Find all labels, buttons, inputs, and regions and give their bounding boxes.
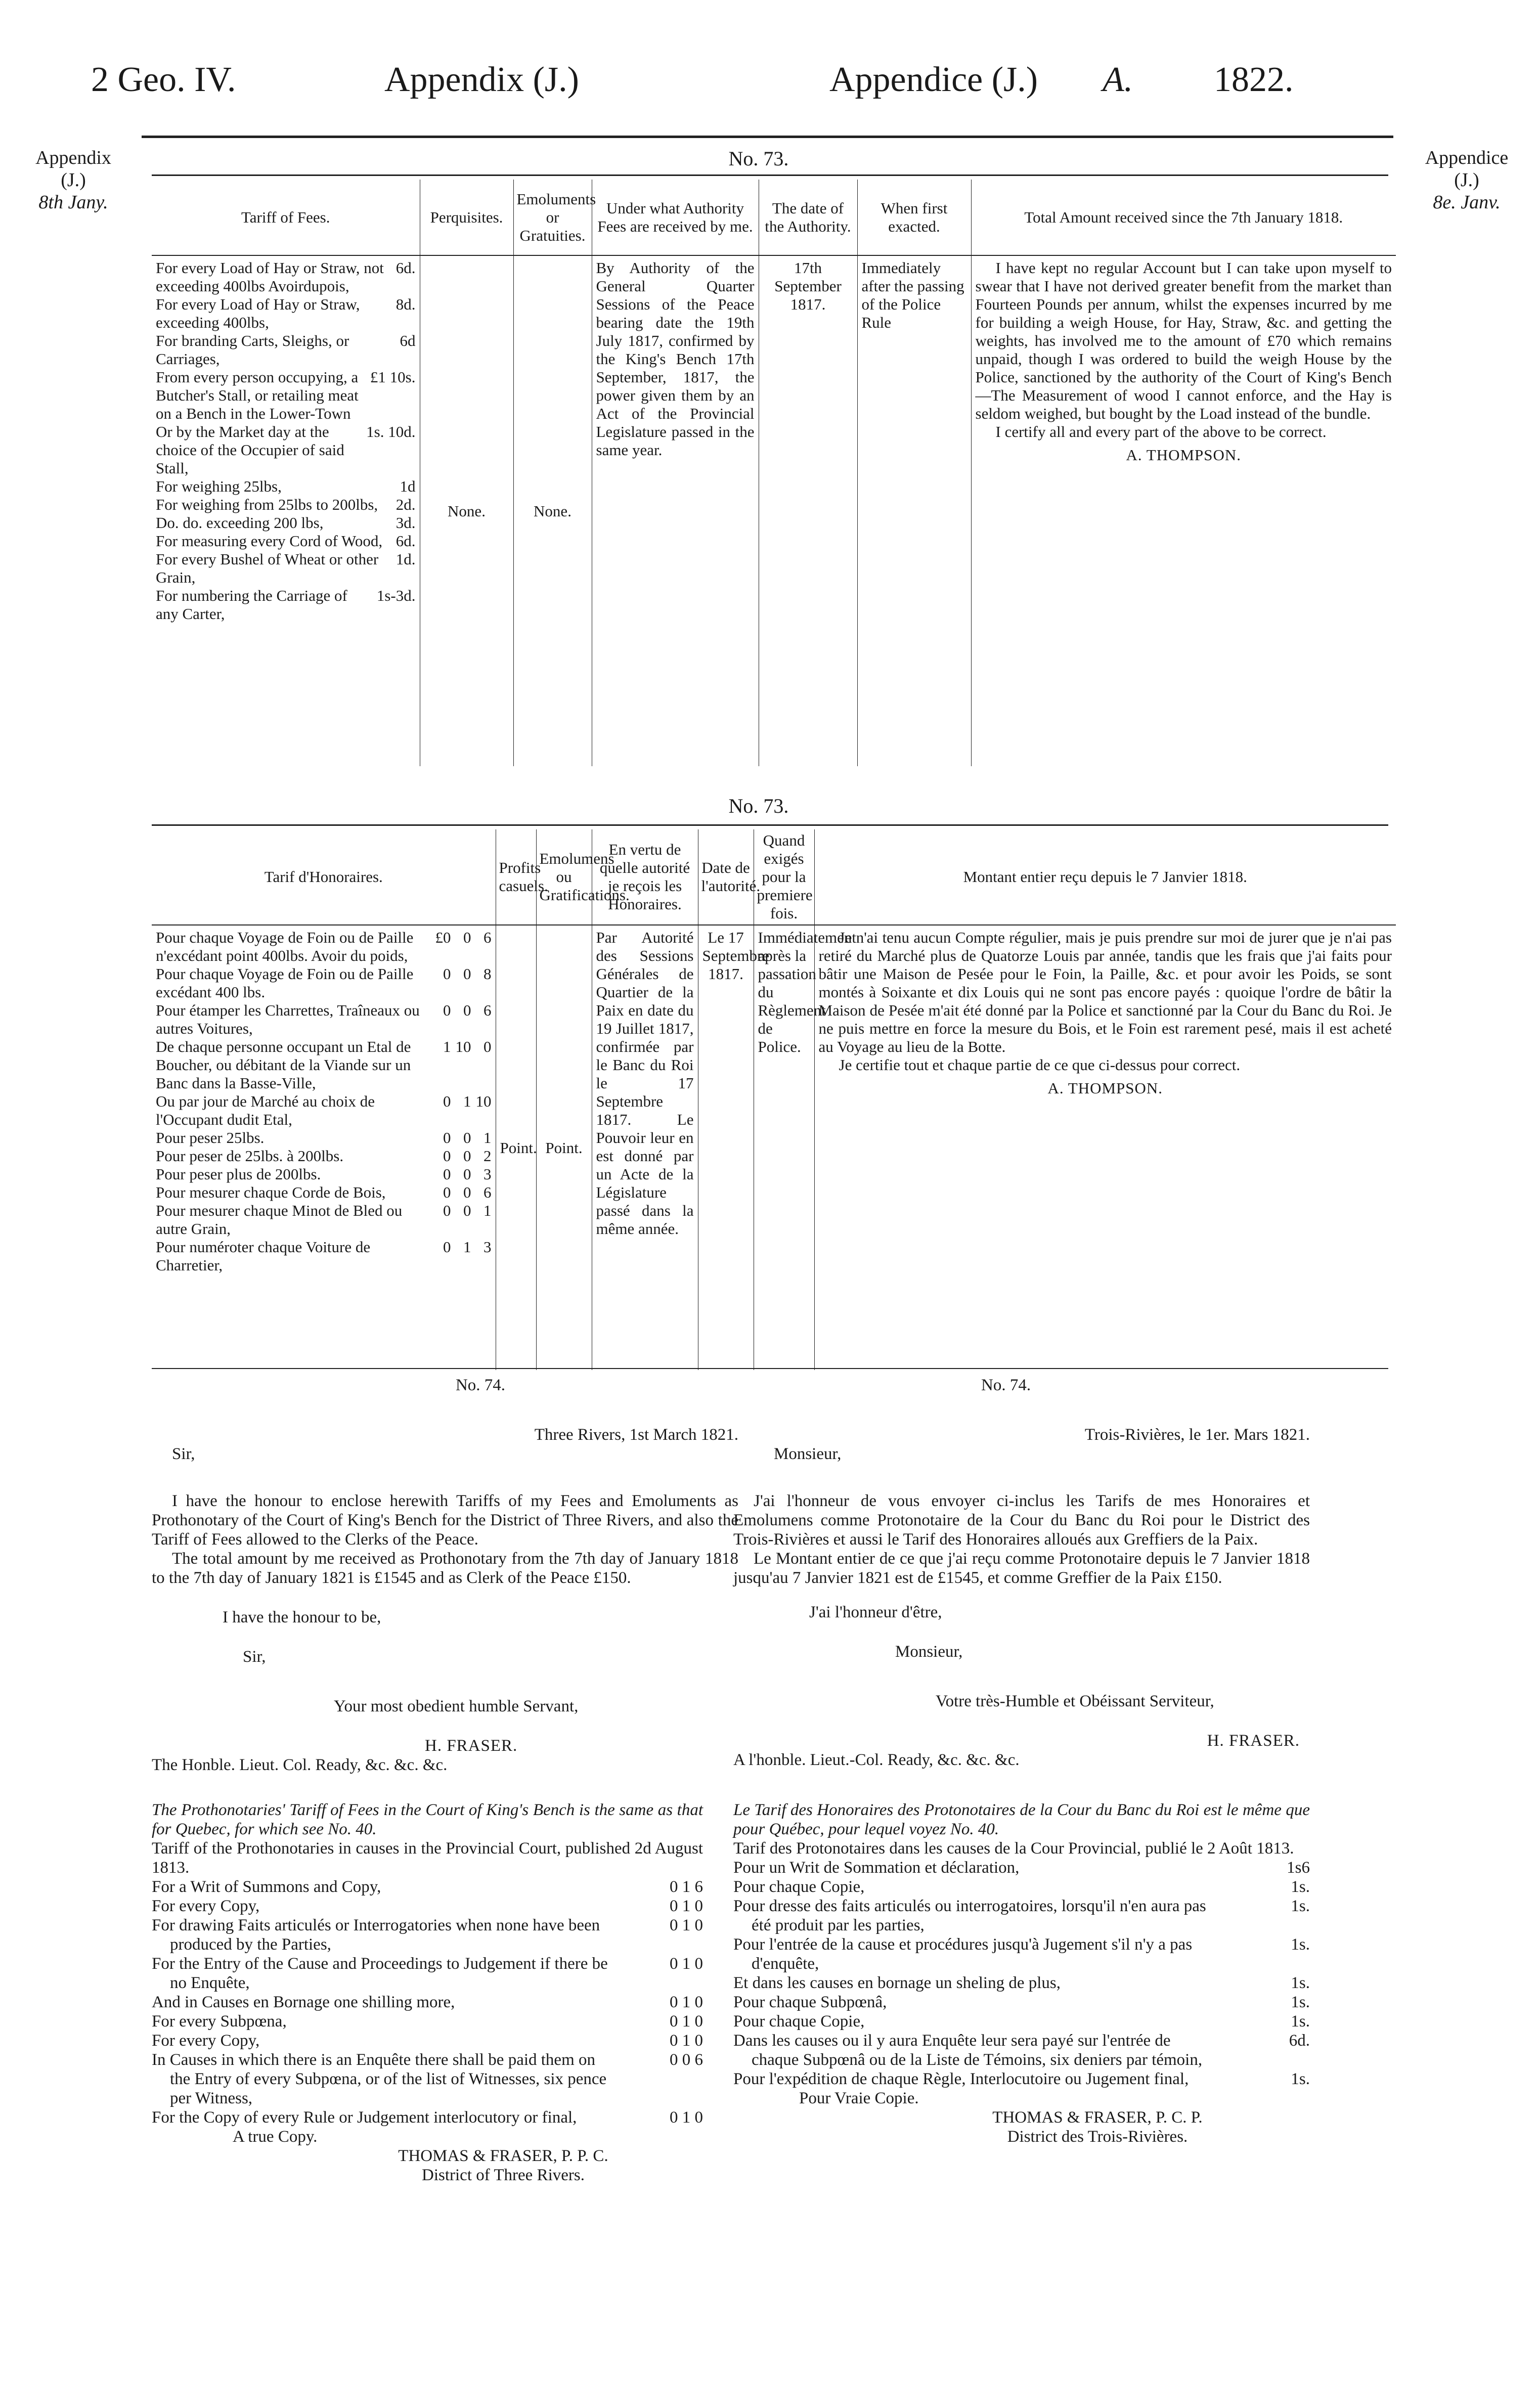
- fee-item-amount: 1s-3d.: [376, 587, 416, 604]
- fee-item-text: For measuring every Cord of Wood,: [156, 532, 383, 550]
- fee-item-text: For weighing 25lbs,: [156, 477, 282, 495]
- tariff-fr: [733, 1800, 1310, 2146]
- amount-shillings: 0: [463, 1129, 471, 1146]
- col-date-authority: The date of the Authority.: [759, 180, 857, 255]
- header-appendix-en: Appendix (J.): [384, 60, 579, 99]
- letter-fr-signature: H. FRASER.: [1207, 1732, 1300, 1750]
- amount-pounds: £0: [435, 929, 451, 946]
- tariff-fr-signature: THOMAS & FRASER, P. C. P.: [992, 2108, 1203, 2127]
- fee-item: [156, 1092, 492, 1129]
- tariff-en-title: Tariff of the Prothonotaries in causes in the Provincial Court, published 2d August 1813.: [152, 1839, 703, 1877]
- tariff-item-text: Pour chaque Copie,: [733, 2012, 865, 2031]
- tariff-item-amount: 0 1 0: [670, 1955, 703, 1973]
- montant-text: Je n'ai tenu aucun Compte régulier, mais je puis prendre sur moi de jurer que je n'ai pas retiré du Marché plus de Quatorze Louis par année, tandis que les frais que j'ai faits pour bâtir une Maison de Pesée pour le Foin, la Paille, &c. et pour avoir les Poids, se sont montés à Soixante et dix Louis qui ne sont pas encore payés : quoique l'ordre de bâtir la Maison de Pesée m'ait été donné par la Police et sanctionné par la Cour du Banc du Roi. Je ne puis mettre en force la mesure du Bois, et le Foin est rarement pesé, mais il est acheté au Voyage au lieu de la Botte.: [818, 929, 1392, 1055]
- col-perquisites: Perquisites.: [420, 180, 513, 255]
- col-emolumens: Emolumens ou Gratifications.: [536, 829, 592, 925]
- col-when-exacted: When first exacted.: [857, 180, 971, 255]
- montant-cell: [814, 925, 1396, 1370]
- tariff-en-true-copy: A true Copy.: [233, 2128, 318, 2146]
- fee-item-text: For every Load of Hay or Straw, exceeding 400lbs,: [156, 295, 360, 331]
- total-amount-cell: [971, 255, 1396, 766]
- tariff-item-amount: 0 1 6: [670, 1878, 703, 1896]
- letter-fr-closing1: J'ai l'honneur d'être,: [809, 1603, 942, 1621]
- emolumens-value: Point.: [536, 925, 592, 1370]
- tariff-fr-row: [733, 2069, 1310, 2089]
- fee-item-amount: 6d: [400, 332, 416, 349]
- tariff-item-amount: 0 1 0: [670, 1897, 703, 1915]
- amount-shillings: 0: [463, 1202, 471, 1219]
- tariff-item-amount: 0 1 0: [670, 1993, 703, 2011]
- fee-item: [156, 1129, 492, 1147]
- letter-fr-place-date: Trois-Rivières, le 1er. Mars 1821.: [1084, 1426, 1310, 1444]
- fee-item-amount: [431, 1202, 492, 1238]
- autorite-date: Le 17 Septembre 1817.: [698, 925, 754, 1370]
- amount-pounds: 0: [443, 1147, 451, 1165]
- tariff-fr-row: [733, 1935, 1310, 1973]
- fee-item: [156, 496, 416, 514]
- tariff-en: [152, 1800, 703, 2185]
- letter-en: [152, 1376, 738, 1775]
- amount-pounds: 0: [443, 1129, 451, 1146]
- authority-date: 17th September 1817.: [759, 255, 857, 766]
- fee-item-amount: [431, 1038, 492, 1092]
- fee-item-amount: 1d.: [395, 550, 416, 568]
- header-year: 1822.: [1214, 60, 1294, 99]
- signature-thompson: A. THOMPSON.: [1126, 446, 1242, 464]
- fee-item-text: For every Load of Hay or Straw, not exceeding 400lbs Avoirdupois,: [156, 259, 384, 295]
- tariff-en-row: [152, 2012, 703, 2031]
- fee-item: [156, 295, 416, 332]
- amount-shillings: 0: [463, 929, 471, 946]
- fee-item-text: Pour chaque Voyage de Foin ou de Paille excédant 400 lbs.: [156, 965, 414, 1001]
- tariff-item-text: Pour un Writ de Sommation et déclaration,: [733, 1859, 1020, 1877]
- col-total-amount: Total Amount received since the 7th January 1818.: [971, 180, 1396, 255]
- header-regnal-year: 2 Geo. IV.: [91, 60, 236, 99]
- tariff-en-row: [152, 1896, 703, 1916]
- authority-text: By Authority of the General Quarter Sessions of the Peace bearing date the 19th July 1817, confirmed by the King's Bench 17th September, 1817, the power given them by an Act of the Provincial Legislature passed in the same year.: [592, 255, 759, 766]
- fee-item-text: Pour mesurer chaque Corde de Bois,: [156, 1183, 386, 1201]
- tariff-fr-row: [733, 1973, 1310, 1993]
- fee-item-text: Pour peser de 25lbs. à 200lbs.: [156, 1147, 344, 1165]
- amount-shillings: 0: [463, 1165, 471, 1183]
- header-appendix-fr: Appendice (J.): [829, 60, 1038, 99]
- amount-shillings: 10: [455, 1038, 471, 1055]
- fee-item-amount: 6d.: [395, 259, 416, 277]
- fee-item: [156, 1147, 492, 1165]
- col-profits-casuels: Profits casuels.: [496, 829, 536, 925]
- fees-table-en: [152, 180, 1396, 766]
- letter-en-number: No. 74.: [455, 1376, 506, 1394]
- fee-item-text: Ou par jour de Marché au choix de l'Occupant dudit Etal,: [156, 1092, 375, 1128]
- tariff-item-text: Dans les causes ou il y aura Enquête leur sera payé sur l'entrée de chaque Subpœnâ ou de la Liste de Témoins, six deniers par témoin,: [733, 2032, 1203, 2069]
- col-authority: Under what Authority Fees are received by me.: [592, 180, 759, 255]
- quand-exiges-text: Immédiatement après la passation du Règlement de Police.: [754, 925, 814, 1370]
- perquisites-value: None.: [420, 255, 513, 766]
- amount-pounds: 0: [443, 1202, 451, 1219]
- amount-pounds: 1: [443, 1038, 451, 1055]
- letter-fr: [733, 1376, 1310, 1770]
- letter-fr-salutation: Monsieur,: [774, 1445, 842, 1463]
- letter-fr-closing2: Monsieur,: [895, 1643, 963, 1661]
- col-tariff-of-fees: Tariff of Fees.: [152, 180, 420, 255]
- letter-en-para2: The total amount by me received as Prothonotary from the 7th day of January 1818 to the 7th day of January 1821 is £1545 and as Clerk of the Peace £150.: [152, 1550, 738, 1587]
- tariff-item-text: For drawing Faits articulés or Interrogatories when none have been produced by the Parties,: [152, 1916, 600, 1954]
- emoluments-value: None.: [513, 255, 592, 766]
- tariff-item-amount: 1s.: [1291, 1974, 1310, 1992]
- fee-item-amount: 1d: [400, 477, 416, 495]
- fee-item: [156, 368, 416, 423]
- amount-pounds: 0: [443, 1183, 451, 1201]
- tariff-item-amount: 1s.: [1291, 1993, 1310, 2011]
- fee-item-amount: [431, 929, 492, 965]
- fee-item-text: Pour chaque Voyage de Foin ou de Paille n'excédant point 400lbs. Avoir du poids,: [156, 929, 414, 964]
- fee-item: [156, 532, 416, 550]
- fee-item-text: Pour mesurer chaque Minot de Bled ou autre Grain,: [156, 1202, 403, 1238]
- table-en-top-rule: [152, 174, 1388, 176]
- tariff-en-row: [152, 2108, 703, 2127]
- amount-pounds: 0: [443, 1092, 451, 1110]
- letter-en-salutation: Sir,: [172, 1445, 195, 1463]
- fee-item-amount: 3d.: [395, 514, 416, 532]
- tariff-fr-row: [733, 1896, 1310, 1935]
- fee-item-text: Pour étamper les Charrettes, Traîneaux ou autres Voitures,: [156, 1001, 420, 1037]
- fee-item: [156, 1183, 492, 1202]
- tariff-fr-row: [733, 2031, 1310, 2069]
- fee-item-text: Do. do. exceeding 200 lbs,: [156, 514, 324, 532]
- fee-item-text: For numbering the Carriage of any Carter,: [156, 587, 347, 623]
- tariff-item-text: Et dans les causes en bornage un sheling de plus,: [733, 1974, 1061, 1992]
- profits-value: Point.: [496, 925, 536, 1370]
- fee-item-text: Or by the Market day at the choice of the Occupier of said Stall,: [156, 423, 344, 477]
- fee-items-fr: [152, 925, 496, 1370]
- tariff-item-amount: 1s.: [1291, 2012, 1310, 2031]
- tariff-fr-row: [733, 1877, 1310, 1896]
- amount-shillings: 0: [463, 965, 471, 983]
- tariff-item-amount: 0 1 0: [670, 2012, 703, 2031]
- amount-pence: 0: [483, 1038, 492, 1055]
- tariff-fr-district: District des Trois-Rivières.: [1007, 2128, 1188, 2146]
- margin-right-date: 8e. Janv.: [1433, 192, 1501, 213]
- tariff-item-amount: 0 0 6: [670, 2051, 703, 2069]
- letter-en-place-date: Three Rivers, 1st March 1821.: [534, 1426, 738, 1444]
- fee-item: [156, 259, 416, 295]
- fee-item: [156, 332, 416, 368]
- amount-pence: 10: [475, 1092, 492, 1110]
- amount-pence: 3: [483, 1238, 492, 1256]
- tariff-item-text: For every Copy,: [152, 2032, 260, 2050]
- margin-right-sub: (J.): [1454, 169, 1479, 191]
- tariff-en-row: [152, 1916, 703, 1954]
- tariff-item-text: In Causes in which there is an Enquête there shall be paid them on the Entry of every Subpœna, or of the list of Witnesses, six pence per Witness,: [152, 2051, 607, 2107]
- tariff-fr-row: [733, 2012, 1310, 2031]
- tariff-en-row: [152, 1954, 703, 1993]
- tariff-item-amount: 0 1 0: [670, 1916, 703, 1934]
- margin-note-left: [5, 147, 142, 213]
- tariff-item-text: Pour dresse des faits articulés ou interrogatoires, lorsqu'il n'en aura pas été produit par les parties,: [733, 1897, 1206, 1934]
- letter-fr-para2: Le Montant entier de ce que j'ai reçu comme Protonotaire depuis le 7 Janvier 1818 jusqu'au 7 Janvier 1821 est de £1545, et comme Greffier de la Paix £150.: [733, 1550, 1310, 1587]
- tariff-item-text: For every Subpœna,: [152, 2012, 287, 2031]
- amount-pence: 1: [483, 1202, 492, 1219]
- tariff-item-amount: 1s.: [1291, 1897, 1310, 1915]
- tariff-en-note: The Prothonotaries' Tariff of Fees in the Court of King's Bench is the same as that for Quebec, for which see No. 40.: [152, 1801, 703, 1838]
- margin-note-right: [1401, 147, 1532, 213]
- col-date-autorite: Date de l'autorité.: [698, 829, 754, 925]
- col-emoluments: Emoluments or Gratuities.: [513, 180, 592, 255]
- amount-pence: 2: [483, 1147, 492, 1165]
- fee-item-amount: [431, 965, 492, 1001]
- amount-pence: 6: [483, 1183, 492, 1201]
- fee-item-amount: 2d.: [395, 496, 416, 513]
- tariff-item-amount: 1s.: [1291, 2070, 1310, 2088]
- certification-fr-text: Je certifie tout et chaque partie de ce que ci-dessus pour correct.: [839, 1056, 1241, 1074]
- fee-item-amount: [431, 1092, 492, 1129]
- autorite-text: Par Autorité des Sessions Générales de Quartier de la Paix en date du 19 Juillet 1817, confirmée par le Banc du Roi le 17 Septembre 1817. Le Pouvoir leur en est donné par un Acte de la Législature passé dans la même année.: [592, 925, 698, 1370]
- fee-item: [156, 514, 416, 532]
- signature-thompson-fr: A. THOMPSON.: [1047, 1079, 1163, 1097]
- fee-item-text: For weighing from 25lbs to 200lbs,: [156, 496, 378, 513]
- fee-item: [156, 929, 492, 965]
- tariff-en-row: [152, 2050, 703, 2108]
- amount-pounds: 0: [443, 1238, 451, 1256]
- table-fr-number: No. 73.: [728, 795, 789, 817]
- amount-shillings: 0: [463, 1147, 471, 1165]
- margin-left-sub: (J.): [61, 169, 86, 191]
- margin-left-date: 8th Jany.: [38, 192, 108, 213]
- tariff-item-text: And in Causes en Bornage one shilling more,: [152, 1993, 455, 2011]
- fee-item-text: De chaque personne occupant un Etal de Boucher, ou débitant de la Viande sur un Banc dans la Basse-Ville,: [156, 1038, 411, 1092]
- fee-item: [156, 1001, 492, 1038]
- tariff-fr-row: [733, 1993, 1310, 2012]
- letter-fr-addressee: A l'honble. Lieut.-Col. Ready, &c. &c. &c.: [733, 1751, 1020, 1769]
- fee-item-amount: [431, 1183, 492, 1202]
- tariff-fr-note: Le Tarif des Honoraires des Protonotaires de la Cour du Banc du Roi est le même que pour Québec, pour lequel voyez No. 40.: [733, 1801, 1310, 1838]
- table-fr-top-rule: [152, 824, 1388, 826]
- letter-fr-para1: J'ai l'honneur de vous envoyer ci-inclus les Tarifs de mes Honoraires et Emolumens comme Protonotaire de la Cour du Banc du Roi pour le District des Trois-Rivières et aussi le Tarif des Honoraires alloués aux Greffiers de la Paix.: [733, 1492, 1310, 1549]
- table-en-number: No. 73.: [728, 147, 789, 170]
- tariff-item-text: Pour l'expédition de chaque Règle, Interlocutoire ou Jugement final,: [733, 2070, 1189, 2088]
- fees-table-fr: [152, 829, 1396, 1370]
- amount-shillings: 1: [463, 1238, 471, 1256]
- letter-en-closing1: I have the honour to be,: [223, 1608, 381, 1626]
- tariff-item-text: For every Copy,: [152, 1897, 260, 1915]
- amount-pence: 6: [483, 929, 492, 946]
- fee-item: [156, 1238, 492, 1274]
- when-exacted-text: Immediately after the passing of the Police Rule: [857, 255, 971, 766]
- fee-item-amount: [431, 1165, 492, 1183]
- margin-right-title: Appendice: [1425, 147, 1509, 168]
- fee-item-amount: 6d.: [395, 532, 416, 550]
- fee-item-amount: [431, 1147, 492, 1165]
- fee-item: [156, 1165, 492, 1183]
- fee-item-text: From every person occupying, a Butcher's Stall, or retailing meat on a Bench in the Lower-Town: [156, 368, 359, 422]
- header-rule: [142, 136, 1393, 138]
- fee-item: [156, 1202, 492, 1238]
- fee-item-text: Pour peser 25lbs.: [156, 1129, 265, 1146]
- tariff-item-amount: 1s.: [1291, 1878, 1310, 1896]
- total-amount-text: I have kept no regular Account but I can take upon myself to swear that I have not derived greater benefit from the market than Fourteen Pounds per annum, whilst the expenses incurred by me for building a weigh House, for Hay, Straw, &c. and getting the weights, has involved me to the amount of £70 which remains unpaid, though I was ordered to build the weigh House by the Police, sanctioned by the authority of the Court of King's Bench—The Measurement of wood I cannot enforce, and the Hay is seldom weighed, but bought by the Load instead of the bundle.: [975, 259, 1392, 422]
- fee-item-text: For every Bushel of Wheat or other Grain,: [156, 550, 379, 586]
- amount-shillings: 1: [463, 1092, 471, 1110]
- fee-item-amount: [431, 1129, 492, 1147]
- tariff-item-text: Pour chaque Copie,: [733, 1878, 865, 1896]
- tariff-en-row: [152, 1993, 703, 2012]
- amount-pence: 3: [483, 1165, 492, 1183]
- tariff-item-amount: 0 1 0: [670, 2108, 703, 2127]
- amount-pounds: 0: [443, 1165, 451, 1183]
- col-tarif-honoraires: Tarif d'Honoraires.: [152, 829, 496, 925]
- header-letter-a: A.: [1103, 60, 1133, 99]
- amount-shillings: 0: [463, 1183, 471, 1201]
- table-fr-bottom-rule: [152, 1368, 1388, 1369]
- letter-en-signature: H. FRASER.: [425, 1737, 518, 1755]
- tariff-item-text: Pour chaque Subpœnâ,: [733, 1993, 887, 2011]
- letter-en-closing3: Your most obedient humble Servant,: [334, 1697, 579, 1715]
- amount-pence: 8: [483, 965, 492, 983]
- col-quand-exiges: Quand exigés pour la premiere fois.: [754, 829, 814, 925]
- fee-item: [156, 1038, 492, 1092]
- tariff-item-amount: 6d.: [1289, 2032, 1310, 2050]
- fee-item-amount: 1s. 10d.: [366, 423, 416, 440]
- tariff-item-amount: 1s6: [1287, 1859, 1310, 1877]
- tariff-en-row: [152, 1877, 703, 1896]
- tariff-fr-row: [733, 1858, 1310, 1877]
- letter-en-closing2: Sir,: [243, 1648, 266, 1666]
- letter-fr-closing3: Votre très-Humble et Obéissant Serviteur,: [936, 1692, 1214, 1710]
- fee-item-text: For branding Carts, Sleighs, or Carriages,: [156, 332, 349, 368]
- tariff-item-text: For the Entry of the Cause and Proceedings to Judgement if there be no Enquête,: [152, 1955, 608, 1992]
- col-autorite: En vertu de quelle autorité je reçois les Honoraires.: [592, 829, 698, 925]
- tariff-item-amount: 1s.: [1291, 1935, 1310, 1954]
- fee-item: [156, 423, 416, 477]
- amount-pence: 1: [483, 1129, 492, 1146]
- tariff-en-row: [152, 2031, 703, 2050]
- tariff-item-text: For a Writ of Summons and Copy,: [152, 1878, 381, 1896]
- letter-fr-number: No. 74.: [981, 1376, 1031, 1394]
- margin-left-title: Appendix: [35, 147, 111, 168]
- amount-pence: 6: [483, 1001, 492, 1019]
- tariff-en-signature: THOMAS & FRASER, P. P. C.: [398, 2147, 608, 2165]
- tariff-fr-true-copy: Pour Vraie Copie.: [799, 2089, 919, 2107]
- fee-item-amount: [431, 1001, 492, 1038]
- tariff-en-district: District of Three Rivers.: [422, 2166, 585, 2184]
- amount-shillings: 0: [463, 1001, 471, 1019]
- letter-en-para1: I have the honour to enclose herewith Tariffs of my Fees and Emoluments as Prothonotary of the Court of King's Bench for the District of Three Rivers, and also the Tariff of Fees allowed to the Clerks of the Peace.: [152, 1492, 738, 1549]
- tariff-item-text: Pour l'entrée de la cause et procédures jusqu'à Jugement s'il n'y a pas d'enquête,: [733, 1935, 1193, 1973]
- fee-item: [156, 477, 416, 496]
- fee-item: [156, 550, 416, 587]
- tariff-fr-title: Tarif des Protonotaires dans les causes de la Cour Provincial, publié le 2 Août 1813.: [733, 1839, 1294, 1858]
- fee-items-en: [152, 255, 420, 766]
- amount-pounds: 0: [443, 1001, 451, 1019]
- fee-item-amount: [431, 1238, 492, 1274]
- tariff-item-text: For the Copy of every Rule or Judgement interlocutory or final,: [152, 2108, 577, 2127]
- fee-item-text: Pour numéroter chaque Voiture de Charretier,: [156, 1238, 371, 1274]
- fee-item-amount: 8d.: [395, 295, 416, 313]
- certification-text: I certify all and every part of the above to be correct.: [995, 423, 1327, 440]
- tariff-item-amount: 0 1 0: [670, 2032, 703, 2050]
- amount-pounds: 0: [443, 965, 451, 983]
- fee-item: [156, 587, 416, 623]
- col-montant-entier: Montant entier reçu depuis le 7 Janvier 1818.: [814, 829, 1396, 925]
- fee-item-text: Pour peser plus de 200lbs.: [156, 1165, 321, 1183]
- fee-item: [156, 965, 492, 1001]
- fee-item-amount: £1 10s.: [370, 368, 416, 386]
- letter-en-addressee: The Honble. Lieut. Col. Ready, &c. &c. &c.: [152, 1756, 448, 1774]
